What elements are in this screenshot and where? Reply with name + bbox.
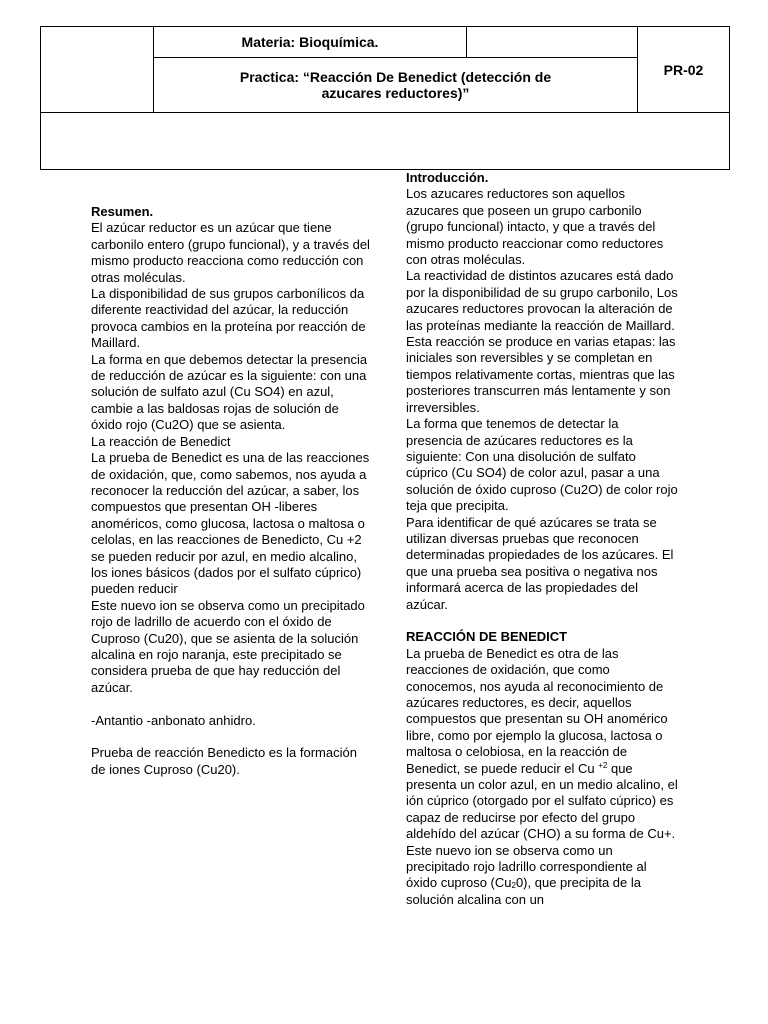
practice-code: PR-02 <box>663 61 704 78</box>
header-bottom-blank-row <box>41 113 730 170</box>
introduction-heading: Introducción. <box>406 170 489 185</box>
benedict-heading: REACCIÓN DE BENEDICT <box>406 629 568 645</box>
practice-title-line1: Practica: “Reacción De Benedict (detección de <box>239 69 552 85</box>
benedict-paragraph <box>406 646 678 909</box>
introduction-column <box>406 170 678 908</box>
introduction-paragraph: Los azucares reductores son aquellos azucares que poseen un grupo carbonilo (grupo funcional) intacto, y que a través del mismo producto reaccionar como reductores con otras moléculas. <box>406 186 664 268</box>
summary-paragraph: La prueba de Benedict es una de las reacciones de oxidación, que, como sabemos, nos ayuda a reconocer la reducción del azúcar, a saber, los compuestos que presentan OH -liberes anoméricos, como glucosa, lactosa o maltosa o celolas, en las reacciones de Benedicto, Cu +2 se pueden reducir por azul, en medio alcalino, los iones básicos (dados por el sulfato cúprico) pueden reducir <box>91 450 370 597</box>
summary-paragraph: Prueba de reacción Benedicto es la formación de iones Cuproso (Cu20). <box>91 745 357 777</box>
introduction-paragraph: Para identificar de qué azúcares se trata se utilizan diversas pruebas que reconocen determinadas propiedades de los azúcares. El que una prueba sea positiva o negativa nos informará acerca de las propiedades del azúcar. <box>406 514 674 612</box>
summary-paragraph: La reacción de Benedict <box>91 433 231 449</box>
summary-paragraph: La forma en que debemos detectar la presencia de reducción de azúcar es la siguiente: con una solución de sulfato azul (Cu SO4) en azul, cambie a las baldosas rojas de solución de óxido rojo (Cu2O) que se asienta. <box>91 351 368 433</box>
summary-heading: Resumen. <box>91 204 154 219</box>
introduction-paragraph: La forma que tenemos de detectar la presencia de azúcares reductores es la siguiente: Con una disolución de sulfato cúprico (Cu SO4) de color azul, pasar a una solución de óxido cuproso (Cu2O) de color rojo teja que precipita. <box>406 416 678 514</box>
subject-cell <box>154 27 467 58</box>
practice-title-line2: azucares reductores)” <box>321 85 470 101</box>
code-cell <box>638 27 730 113</box>
formula-subscript: 2 <box>511 881 516 891</box>
introduction-paragraph: La reactividad de distintos azucares está dado por la disponibilidad de su grupo carbonilo, Los azucares reductores provocan la alteración de las proteínas mediante la reacción de Maillard. Esta reacción se produce en varias etapas: las iniciales son reversibles y se completan en tiempos relativamente cortas, mientras que las posteriores transcurren más lentamente y son irreversibles. <box>406 268 678 415</box>
summary-column <box>91 204 373 778</box>
subject-label: Materia: Bioquímica. <box>241 34 379 50</box>
charge-superscript: +2 <box>598 760 608 770</box>
summary-paragraph: La disponibilidad de sus grupos carbonílicos da diferente reactividad del azúcar, la reducción provoca cambios en la proteína por reacción de Maillard. <box>91 286 366 351</box>
summary-paragraph: El azúcar reductor es un azúcar que tiene carbonilo entero (grupo funcional), y a través del mismo producto reacciona como reducción con otras moléculas. <box>91 220 370 285</box>
benedict-text: que presenta un color azul, en un medio alcalino, el ión cúprico (otorgado por el sulfato cúprico) es capaz de reducirse por efecto del grupo aldehído del azúcar (CHO) a su forma de Cu+. Este nuevo ion se observa como un precipitado rojo ladrillo correspondiente al óxido cuproso (Cu <box>406 760 678 891</box>
summary-paragraph: -Antantio -anbonato anhidro. <box>91 712 256 728</box>
summary-paragraph: Este nuevo ion se observa como un precipitado rojo de ladrillo de acuerdo con el óxido de Cuproso (Cu20), que se asienta de la solución alcalina en rojo naranja, este precipitado se considera prueba de que hay reducción del azúcar. <box>91 597 365 695</box>
benedict-text: La prueba de Benedict es otra de las reacciones de oxidación, que como conocemos, nos ayuda al reconocimiento de azúcares reductores, es decir, aquellos compuestos que presentan su OH anomérico libre, como por ejemplo la glucosa, lactosa o maltosa o celobiosa, en la reacción de Benedict, se puede reducir el Cu <box>406 645 668 776</box>
header-blank-cell <box>41 27 154 113</box>
benedict-text: 0), que precipita de la solución alcalina con un <box>406 875 641 907</box>
header-table <box>40 26 730 170</box>
header-empty-cell <box>467 27 638 58</box>
practice-title-cell <box>154 58 638 113</box>
